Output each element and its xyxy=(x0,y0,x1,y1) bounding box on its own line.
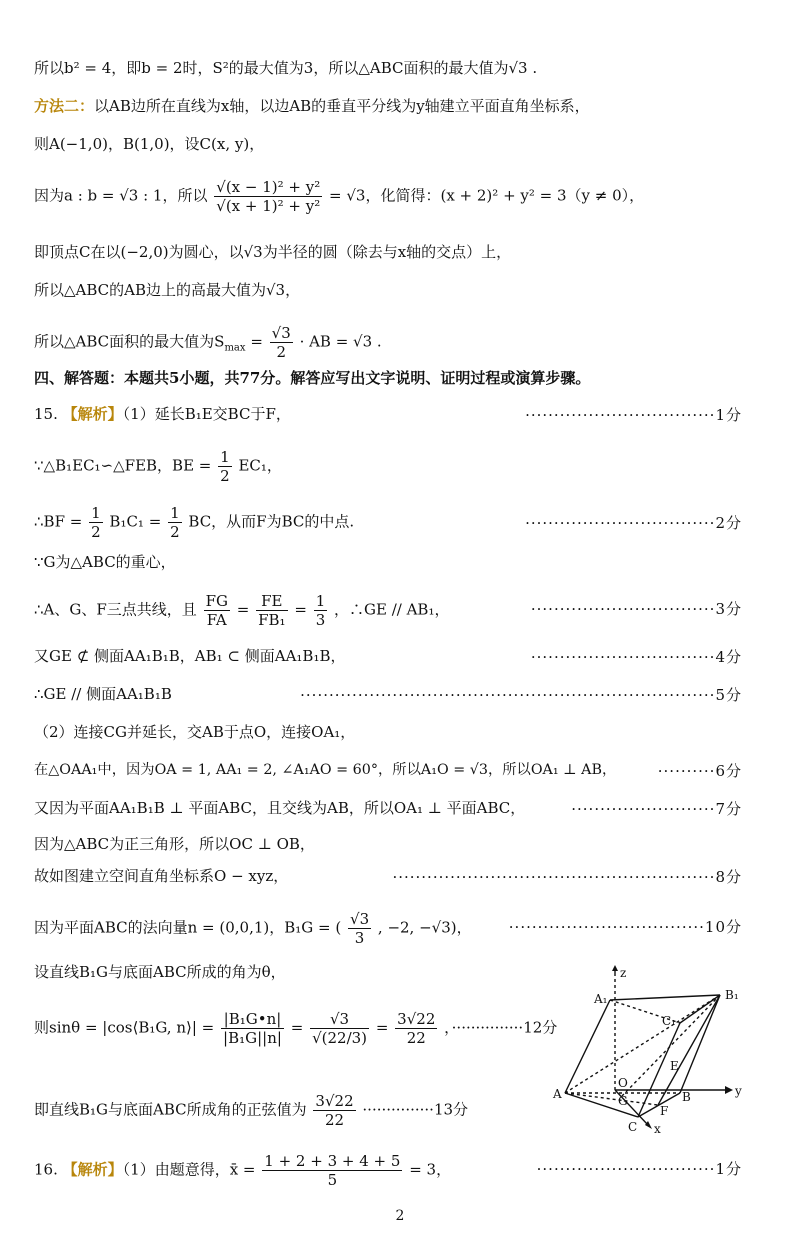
score-marker: ································4分 xyxy=(530,648,742,666)
text-line: 所以△ABC的AB边上的高最大值为√3， xyxy=(34,281,301,299)
text-line: ∴GE // 侧面AA₁B₁B xyxy=(34,685,172,703)
score-marker: ·································2分 xyxy=(525,514,742,532)
z-arrow xyxy=(612,965,618,971)
label-y: y xyxy=(735,1084,742,1098)
section-heading: 四、解答题：本题共5小题，共77分。解答应写出文字说明、证明过程或演算步骤。 xyxy=(34,369,591,387)
label-o: O xyxy=(618,1076,628,1090)
prism-figure xyxy=(550,965,750,1135)
score-marker: ·······························1分 xyxy=(536,1160,742,1178)
text-line: 16. 【解析】（1）由题意得，x̄ = $\frac{1 + 2 + 3 + 4 + 5}{5}$ = 3， xyxy=(34,1152,452,1189)
text-line: ∵△B₁EC₁∽△FEB，BE = $\frac{1}{2}$ EC₁， xyxy=(34,448,282,485)
label-x: x xyxy=(654,1122,661,1135)
label-c1: C₁ xyxy=(662,1014,676,1028)
label-g: G xyxy=(618,1094,628,1108)
text-line: 又因为平面AA₁B₁B ⊥ 平面ABC，且交线为AB，所以OA₁ ⊥ 平面ABC， xyxy=(34,799,526,817)
fraction: $\frac{\text{|B₁G•n|}}{\text{|B₁G||n|}}$ xyxy=(223,1010,282,1047)
fraction: $\frac{√3}{3}$ xyxy=(350,910,370,947)
text-line: 所以△ABC面积的最大值为$S_{max}$ = $\frac{√3}{2}$ · AB = √3 . xyxy=(34,324,382,361)
label-b: B xyxy=(682,1090,691,1104)
fraction: $\frac{3√22}{22}$ xyxy=(315,1092,354,1129)
text-line: （2）连接CG并延长，交AB于点O，连接OA₁， xyxy=(34,723,356,741)
text-line: ∵G为△ABC的重心， xyxy=(34,553,176,571)
fraction: $\frac{1}{3}$ xyxy=(315,592,326,629)
label-b1: B₁ xyxy=(725,988,739,1002)
text-line: 则A(−1,0)，B(1,0)，设C(x, y)， xyxy=(34,135,265,153)
fraction: $\frac{1}{2}$ xyxy=(170,504,180,541)
text-line: 又GE ⊄ 侧面AA₁B₁B，AB₁ ⊂ 侧面AA₁B₁B， xyxy=(34,647,346,665)
page-number: 2 xyxy=(395,1208,405,1224)
score-marker: ··································10分 xyxy=(508,918,742,936)
edge-a1b1 xyxy=(610,995,720,1000)
fraction: $\frac{1 + 2 + 3 + 4 + 5}{5}$ xyxy=(264,1152,401,1189)
text-line: ∴A、G、F三点共线，且 $\frac{FG}{FA}$ = $\frac{FE}{\text{FB₁}}$ = $\frac{1}{3}$ ，∴GE // AB₁， xyxy=(34,592,450,629)
label-a1: A₁ xyxy=(594,992,608,1006)
text-line: 故如图建立空间直角坐标系O − xyz， xyxy=(34,867,289,885)
fraction: $\frac{√3}{2}$ xyxy=(271,324,291,361)
text-line: 即直线B₁G与底面ABC所成角的正弦值为 $\frac{3√22}{22}$ ···············13分 xyxy=(34,1092,469,1129)
score-marker: ········································································5分 xyxy=(300,686,742,704)
score-marker: ························································8分 xyxy=(392,868,742,886)
line-af xyxy=(565,1093,658,1105)
edge-cb xyxy=(638,1093,680,1117)
fraction: $\frac{1}{2}$ xyxy=(91,504,101,541)
text-line: 方法二：以AB边所在直线为x轴，以边AB的垂直平分线为y轴建立平面直角坐标系， xyxy=(34,97,590,115)
label-z: z xyxy=(620,966,627,980)
text-line: 即顶点C在以(−2,0)为圆心，以√3为半径的圆（除去与x轴的交点）上， xyxy=(34,243,512,261)
label-e: E xyxy=(670,1059,679,1073)
fraction: $\frac{FG}{FA}$ xyxy=(205,592,228,629)
text-line: 因为平面ABC的法向量n = (0,0,1)，B₁G = ( $\frac{√3}{3}$ , −2, −√3)， xyxy=(34,910,472,947)
fraction: $\frac{FE}{\text{FB₁}}$ xyxy=(258,592,286,629)
text-line: ∴BF = $\frac{1}{2}$ B₁C₁ = $\frac{1}{2}$ BC，从而F为BC的中点. xyxy=(34,504,355,541)
score-marker: ·································1分 xyxy=(525,406,742,424)
label-f: F xyxy=(660,1104,669,1118)
fraction: $\frac{√3}{√(22/3)}$ xyxy=(312,1010,368,1047)
score-marker: ·························7分 xyxy=(571,800,742,818)
radical-fraction: $\frac{\text{√(x − 1)² + y²}}{\text{√(x + 1)² + y²}}$ xyxy=(216,178,321,215)
text-line: 因为a : b = √3 : 1，所以 $\frac{\text{√(x − 1)² + y²}}{\text{√(x + 1)² + y²}}$ = √3，化简得：(x + 2)² + y² = 3（y ≠ 0）， xyxy=(34,178,645,215)
fraction: $\frac{1}{2}$ xyxy=(220,448,230,485)
fraction: $\frac{3√22}{22}$ xyxy=(397,1010,436,1047)
score-marker: ································3分 xyxy=(530,600,742,618)
y-arrow xyxy=(725,1086,733,1094)
label-c: C xyxy=(628,1120,638,1134)
label-a: A xyxy=(553,1087,562,1101)
text-line: 设直线B₁G与底面ABC所成的角为θ， xyxy=(34,963,286,981)
score-marker: ··········6分 xyxy=(657,762,742,780)
text-line: 所以b² = 4，即b = 2时，S²的最大值为3，所以△ABC面积的最大值为√3 . xyxy=(34,59,538,77)
text-line: 因为△ABC为正三角形，所以OC ⊥ OB， xyxy=(34,835,315,853)
method-label: 方法二： xyxy=(34,97,95,115)
text-line: 15. 【解析】（1）延长B₁E交BC于F， xyxy=(34,405,291,423)
text-line: 则sinθ = |cos⟨B₁G, n⟩| = $\frac{\text{|B₁G•n|}}{\text{|B₁G||n|}}$ = $\frac{√3}{√(22/3)}$ = $\frac{3√22}{22}$ ，···············12分 xyxy=(34,1010,558,1047)
text-line: 在△OAA₁中，因为OA = 1, AA₁ = 2, ∠A₁AO = 60°，所以A₁O = √3，所以OA₁ ⊥ AB， xyxy=(34,762,617,778)
